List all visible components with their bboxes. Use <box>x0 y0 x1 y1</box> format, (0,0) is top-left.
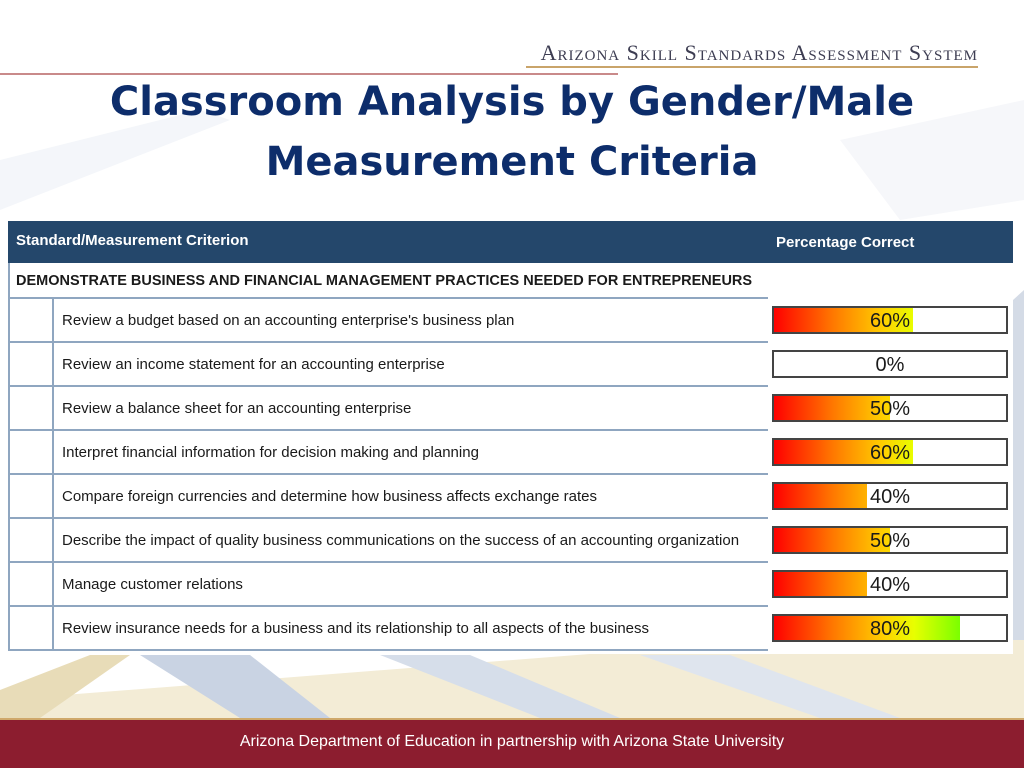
percent-label: 60% <box>869 310 911 332</box>
percent-bar <box>772 482 1008 510</box>
table-row <box>8 475 768 519</box>
percent-bar <box>772 570 1008 598</box>
criterion-text: Manage customer relations <box>62 576 243 593</box>
table-row <box>8 431 768 475</box>
percent-label: 50% <box>869 398 911 420</box>
criterion-text: Review an income statement for an accounting enterprise <box>62 356 445 373</box>
percent-bar <box>772 350 1008 378</box>
percent-label: 50% <box>869 530 911 552</box>
page-title <box>20 72 1004 192</box>
percent-label: 0% <box>875 354 905 376</box>
table-row <box>8 519 768 563</box>
row-indent-cell <box>10 299 54 341</box>
row-indent-cell <box>10 343 54 385</box>
table-row <box>8 563 768 607</box>
criterion-text: Review a balance sheet for an accounting enterprise <box>62 400 412 417</box>
criterion-text: Compare foreign currencies and determine how business affects exchange rates <box>62 488 598 505</box>
percent-bar <box>772 306 1008 334</box>
row-indent-cell <box>10 475 54 517</box>
criterion-text: Review insurance needs for a business and its relationship to all aspects of the business <box>62 620 649 637</box>
row-indent-cell <box>10 607 54 649</box>
footer-bar <box>0 718 1024 768</box>
table-row <box>8 607 768 651</box>
row-indent-cell <box>10 387 54 429</box>
row-indent-cell <box>10 563 54 605</box>
footer-text: Arizona Department of Education in partnership with Arizona State University <box>239 733 785 750</box>
section-heading: DEMONSTRATE BUSINESS AND FINANCIAL MANAGEMENT PRACTICES NEEDED FOR ENTREPRENEURS <box>8 263 768 299</box>
percent-bar <box>772 614 1008 642</box>
page-title-line2: Measurement Criteria <box>265 139 759 185</box>
criterion-text: Interpret financial information for decision making and planning <box>62 444 479 461</box>
percent-label: 40% <box>869 486 911 508</box>
percent-bar <box>772 526 1008 554</box>
percent-label: 60% <box>869 442 911 464</box>
row-indent-cell <box>10 431 54 473</box>
column-header-criterion: Standard/Measurement Criterion <box>8 221 768 263</box>
criteria-table <box>8 221 1013 654</box>
page-title-line1: Classroom Analysis by Gender/Male <box>109 79 915 125</box>
column-header-percentage: Percentage Correct <box>768 221 1013 263</box>
criterion-text: Review a budget based on an accounting enterprise's business plan <box>62 312 515 329</box>
table-row <box>8 299 768 343</box>
percent-label: 40% <box>869 574 911 596</box>
table-row <box>8 343 768 387</box>
criterion-text: Describe the impact of quality business communications on the success of an accounting organization <box>62 532 740 549</box>
percent-bar <box>772 394 1008 422</box>
brand-underline <box>526 66 978 68</box>
table-row <box>8 387 768 431</box>
brand-name: Arizona Skill Standards Assessment System <box>540 40 978 65</box>
percent-bar <box>772 438 1008 466</box>
row-indent-cell <box>10 519 54 561</box>
percent-label: 80% <box>869 618 911 640</box>
